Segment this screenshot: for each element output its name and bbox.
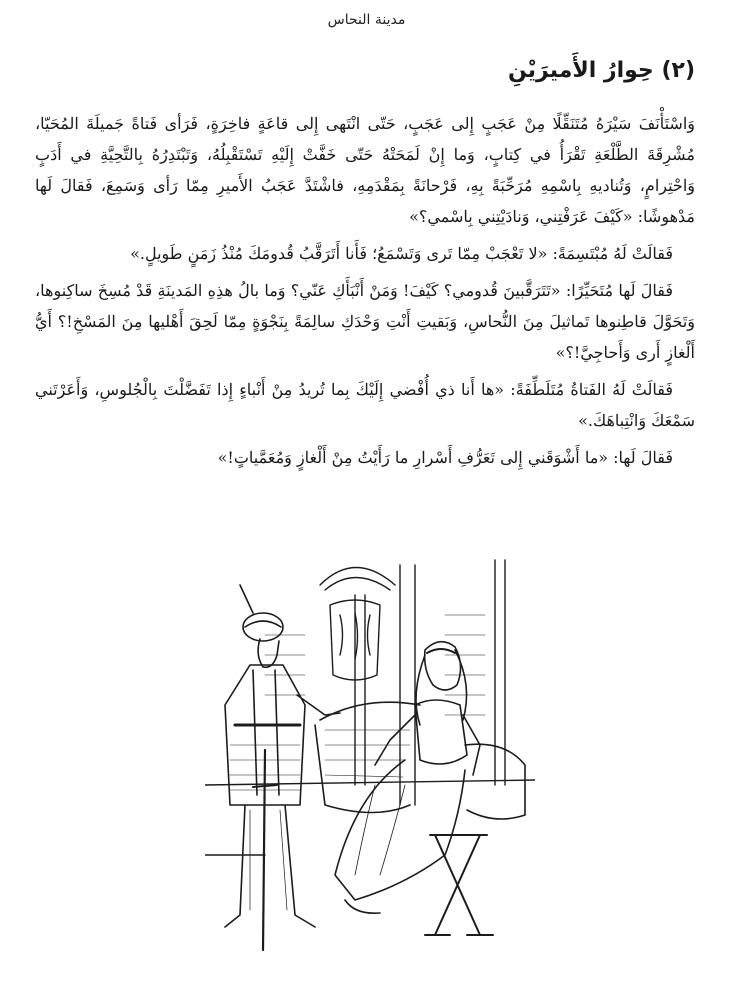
body-text (35, 108, 695, 479)
prince-and-maiden-drawing (205, 555, 535, 957)
paragraph-1: وَاسْتَأْنَفَ سَيْرَهُ مُتَنَقِّلًا مِنْ عَجَبٍ إِلى عَجَبٍ، حَتّى انْتَهى إِلى قاعَةٍ فاخِرَةٍ، فَرَأى فَتاةً جَميلَةَ المُحَيّا، مُشْرِقَةَ الطَّلْعَةِ تَقْرَأُ في كِتابٍ، وَما إِنْ لَمَحَتْهُ حَتّى خَفَّتْ إِلَيْهِ تَسْتَقْبِلُهُ، وَتَبْتَدِرُهُ بِالتَّحِيَّةِ في أَدَبٍ وَاحْتِرامٍ، وَتُناديهِ بِاسْمِهِ مُرَحِّبَةً بِهِ، فَرْحانَةً بِمَقْدَمِهِ، فاشْتَدَّ عَجَبُ الأَميرِ مِمّا رَأى وَسَمِعَ، فَقالَ لَها مَدْهوشًا: «كَيْفَ عَرَفْتِني، وَنادَيْتِني بِاسْمي؟» (35, 114, 695, 226)
paragraph-4: فَقالَتْ لَهُ الفَتاةُ مُتَلَطِّفَةً: «ها أَنا ذي أُفْضي إِلَيْكَ بِما تُريدُ مِنْ أَنْباءٍ إِذا تَفَضَّلْتَ بِالْجُلوسِ، وَأَعَرْتَني سَمْعَكَ وَانْتِباهَكَ.» (35, 380, 695, 430)
paragraph-3: فَقالَ لَها مُتَحَيِّرًا: «تَتَرَقَّبينَ قُدومي؟ كَيْفَ! وَمَنْ أَنْبَأَكِ عَنّي؟ وَما بالُ هذِهِ المَدينَةِ قَدْ مُسِخَ ساكِنوها، وَتَحَوَّلَ قاطِنوها تَماثيلَ مِنَ النُّحاسِ، وَبَقيتِ أَنْتِ وَحْدَكِ سالِمَةً بِنَجْوَةٍ مِمّا لَحِقَ أَهْليها مِنَ المَسْخِ!؟ أَيُّ أَلْغازٍ أَرى وَأَحاجِيَّ!؟» (35, 281, 695, 362)
paragraph-5: فَقالَ لَها: «ما أَشْوَقَني إِلى تَعَرُّفِ أَسْرارِ ما رَأَيْتُ مِنْ أَلْغازٍ وَمُعَمَّياتٍ!» (217, 448, 673, 467)
paragraph-2: فَقالَتْ لَهُ مُبْتَسِمَةً: «لا تَعْجَبْ مِمّا تَرى وَتَسْمَعُ؛ فَأَنا أَتَرَقَّبُ قُدومَكَ مُنْذُ زَمَنٍ طَويلٍ.» (130, 244, 673, 263)
illustration (205, 555, 535, 957)
chapter-title: (٢) حِوارُ الأَميرَيْنِ (508, 58, 695, 83)
running-header: مدينة النحاس (327, 12, 406, 28)
